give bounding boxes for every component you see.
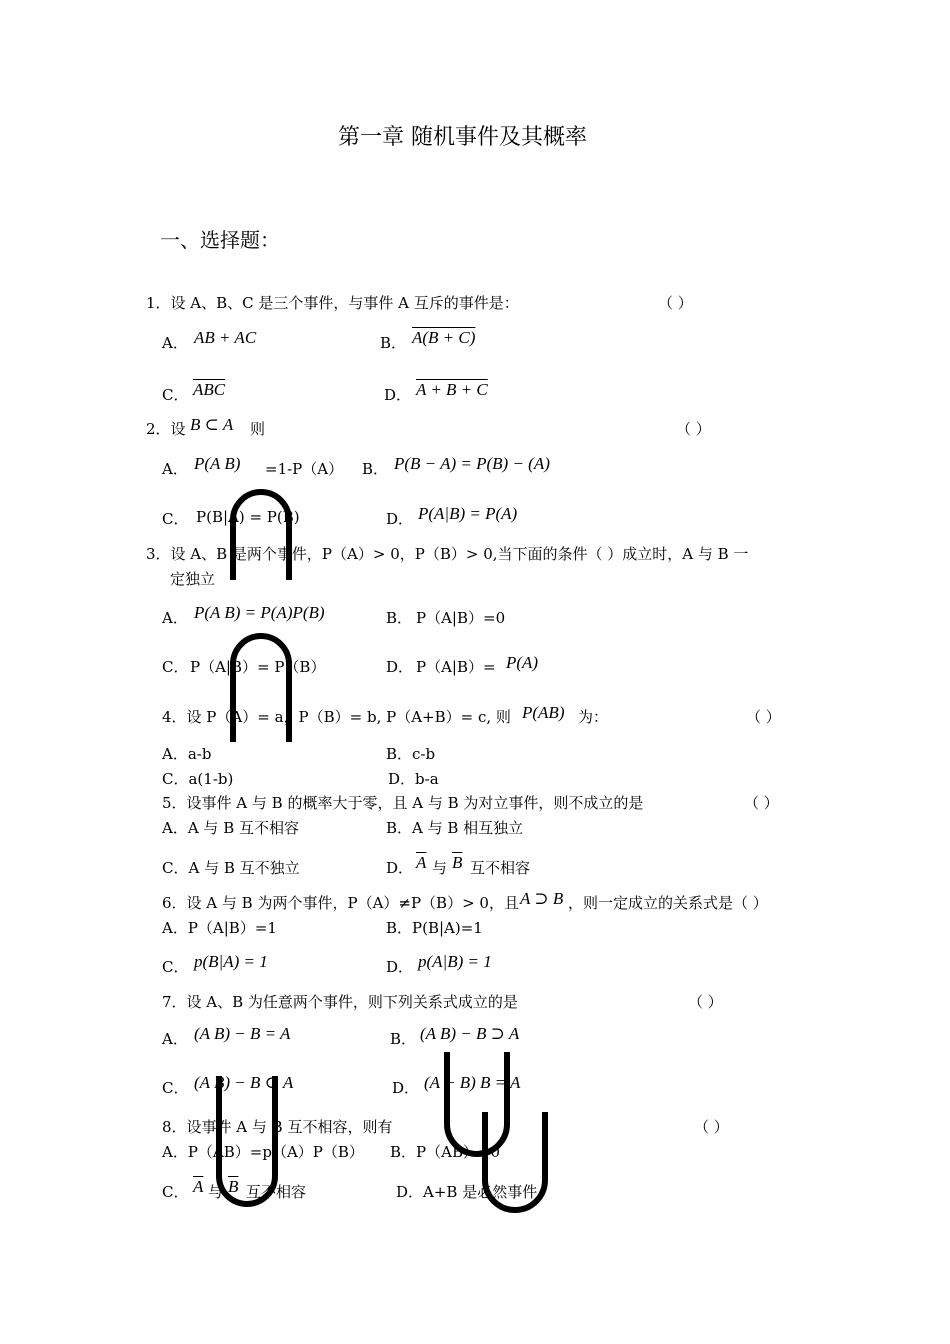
q2-option-c-label: C． [162,510,189,528]
q4-option-b: B．c-b [386,745,436,763]
q8-option-c-label: C． [162,1183,189,1201]
q3-option-b-text: P（A|B）=0 [416,609,506,627]
q2-option-d-label: D． [386,510,414,528]
question-4-answer-paren: （ ） [746,708,781,726]
q3-option-c-label: C． [162,658,189,676]
q3-option-d-text: P（A|B）= [416,658,496,676]
q6-option-a: A．P（A|B）=1 [162,919,277,937]
q3-option-d-label: D． [386,658,414,676]
q5-option-d-label: D． [386,859,414,877]
q6-stem-math: A ⊃ B [520,889,564,908]
q5-option-d-tail: 互不相容 [470,859,531,877]
q8-option-c-mid: 与 [208,1183,224,1201]
q2-stem-math: B ⊂ A [190,415,234,434]
union-symbol-icon [214,1074,280,1208]
q6-stem-suffix: ，则一定成立的关系式是（ ） [568,894,768,912]
question-8-answer-paren: （ ） [694,1118,729,1136]
q5-stem: 5．设事件 A 与 B 的概率大于零，且 A 与 B 为对立事件，则不成立的是 [162,794,644,812]
q8-option-c-event-a: $\overline{A}$ [193,1177,204,1196]
question-1-stem: 1．设 A、B、C 是三个事件，与事件 A 互斥的事件是： [146,294,519,312]
intersection-symbol-icon [228,632,294,744]
q8-option-c-tail: 互不相容 [246,1183,307,1201]
q5-option-d-event-b: $\overline{B}$ [452,853,463,872]
question-1-answer-paren: （ ） [658,294,693,312]
q5-option-d-mid: 与 [432,859,448,877]
q7-option-a-label: A． [162,1030,188,1048]
q3-option-b-label: B． [386,609,413,627]
q5-option-b: B．A 与 B 相互独立 [386,819,524,837]
q8-stem: 8．设事件 A 与 B 互不相容，则有 [162,1118,393,1136]
q8-option-b: B．P（AB）=0 [390,1143,501,1161]
q6-stem-prefix: 6．设 A 与 B 为两个事件，P（A）≠P（B）> 0，且 [162,894,519,912]
q8-option-c-event-b: $\overline{B}$ [228,1177,239,1196]
q6-option-d-label: D． [386,958,414,976]
q3-option-d-math: P(A) [506,653,539,672]
q1-option-b-math: A(B + C) [412,328,476,347]
q7-option-a-math: (A B) − B = A [194,1024,291,1043]
q1-option-d-label: D． [384,386,412,404]
q6-option-d-math: p(A|B) = 1 [418,952,492,971]
q4-stem: 4．设 P（A）= a，P（B）= b, P（A+B）= c, 则 [162,708,511,726]
q7-option-d-label: D． [392,1079,420,1097]
q2-option-b-math: P(B − A) = P(B) − (A) [394,454,550,473]
q8-option-a: A．P（AB）=p（A）P（B） [162,1143,364,1161]
question-7-answer-paren: （ ） [688,993,723,1011]
union-symbol-icon [480,1110,550,1214]
q2-option-d-math: P(A|B) = P(A) [418,504,518,523]
q3-stem-line2: 定独立 [170,570,216,588]
q7-option-b-math: (A B) − B ⊃ A [420,1024,520,1043]
q5-option-a: A．A 与 B 互不相容 [162,819,299,837]
q1-option-d-math: A + B + C [416,380,488,399]
q2-option-b-label: B． [362,460,389,478]
q7-option-d-math: (A − B) B = A [424,1073,521,1092]
q3-option-a-label: A． [162,609,188,627]
intersection-symbol-icon [228,488,294,582]
q2-option-a-label: A． [162,460,188,478]
q2-stem-prefix: 2．设 [146,420,186,438]
q2-option-a-tail: =1-P（A） [265,460,344,478]
q7-option-c-label: C． [162,1079,189,1097]
q2-option-c-text: P(B|A) = P(B) [196,508,300,526]
q6-option-c-label: C． [162,958,189,976]
q1-option-c-label: C． [162,386,189,404]
q6-option-b: B．P(B|A)=1 [386,919,483,937]
q1-option-c-math: $\overline{ABC}$ [193,380,226,399]
q4-stem-math: P(AB) [522,703,565,722]
q2-stem-suffix: 则 [250,420,266,438]
q3-stem-line1: 3．设 A、B 是两个事件，P（A）> 0，P（B）> 0,当下面的条件（ ）成立时，A 与 B 一 [146,545,749,563]
q4-option-d: D．b-a [388,770,439,788]
q6-option-c-math: p(B|A) = 1 [194,952,268,971]
q5-option-d-event-a: $\overline{A}$ [416,853,427,872]
page-title: 第一章 随机事件及其概率 [338,125,587,150]
q1-option-a-label: A． [162,334,188,352]
q4-option-a: A．a-b [162,745,212,763]
q4-stem-suffix: 为： [578,708,609,726]
question-2-answer-paren: （ ） [676,420,711,438]
question-5-answer-paren: （ ） [744,794,779,812]
section-heading: 一、选择题： [160,228,280,252]
q3-option-c-text: P（A|B）= P（B） [190,658,326,676]
q5-option-c: C．A 与 B 互不独立 [162,859,300,877]
q1-option-a-math: AB + AC [194,328,257,347]
q2-option-a-math: P(A B) [194,454,241,473]
q4-option-c: C．a(1-b) [162,770,234,788]
q8-option-d: D．A+B 是必然事件 [396,1183,538,1201]
q1-option-b-label: B． [380,334,407,352]
q3-option-a-math: P(A B) = P(A)P(B) [194,603,325,622]
q7-option-b-label: B． [390,1030,417,1048]
q7-option-c-math: (A B) − B ⊂ A [194,1073,294,1092]
q7-stem: 7．设 A、B 为任意两个事件，则下列关系式成立的是 [162,993,518,1011]
